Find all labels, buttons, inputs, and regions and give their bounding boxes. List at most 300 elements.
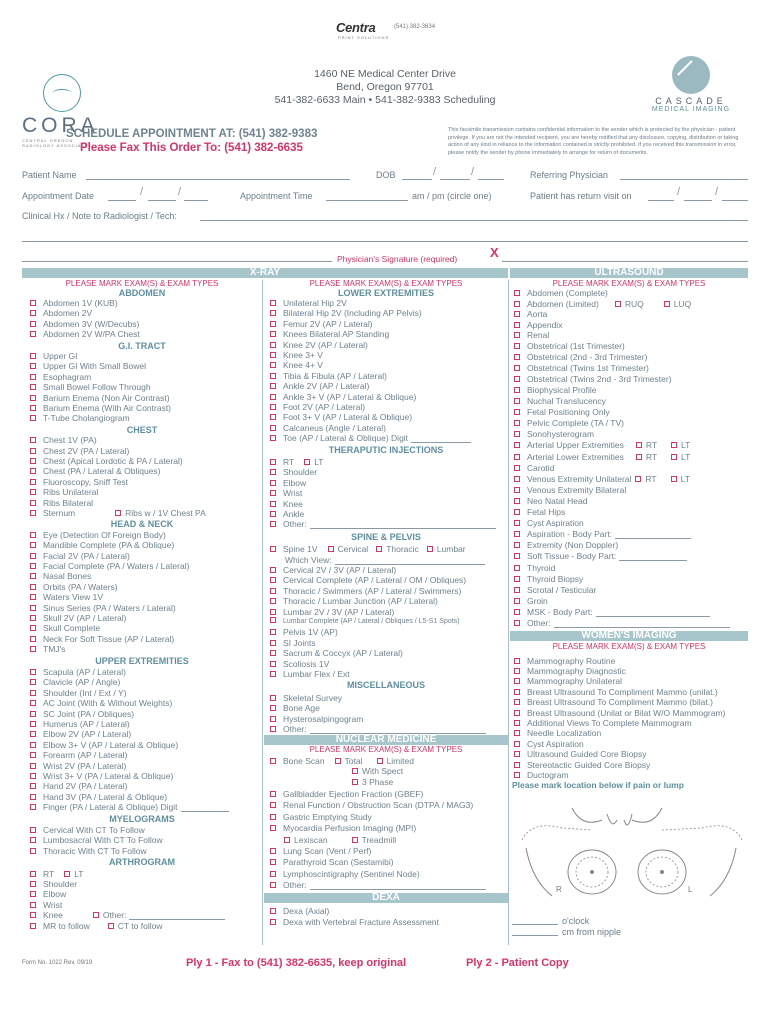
checkbox-icon[interactable] bbox=[635, 476, 641, 482]
arthro-item[interactable] bbox=[30, 889, 66, 899]
checkbox-icon[interactable] bbox=[30, 721, 36, 727]
checkbox-icon[interactable] bbox=[270, 598, 276, 604]
checkbox-icon[interactable] bbox=[270, 695, 276, 701]
checkbox-icon[interactable] bbox=[270, 617, 276, 623]
checkbox-icon[interactable] bbox=[30, 669, 36, 675]
checkbox-icon[interactable] bbox=[30, 679, 36, 685]
checkbox-icon[interactable] bbox=[514, 465, 520, 471]
head-item[interactable] bbox=[30, 592, 103, 602]
checkbox-icon[interactable] bbox=[514, 442, 520, 448]
checkbox-icon[interactable] bbox=[270, 588, 276, 594]
ultrasound-item[interactable] bbox=[514, 299, 691, 309]
womens-item[interactable] bbox=[514, 770, 569, 780]
ultrasound-item[interactable] bbox=[514, 440, 690, 450]
upper-item[interactable] bbox=[30, 750, 127, 760]
ultrasound-item[interactable] bbox=[514, 374, 672, 384]
checkbox-icon[interactable] bbox=[270, 394, 276, 400]
checkbox-icon[interactable] bbox=[514, 565, 520, 571]
chest-item[interactable] bbox=[30, 498, 93, 508]
nuclear-item2[interactable] bbox=[270, 869, 420, 879]
dexa-item[interactable] bbox=[270, 906, 329, 916]
checkbox-icon[interactable] bbox=[30, 773, 36, 779]
checkbox-icon[interactable] bbox=[270, 404, 276, 410]
checkbox-icon[interactable] bbox=[30, 310, 36, 316]
checkbox-icon[interactable] bbox=[514, 365, 520, 371]
checkbox-icon[interactable] bbox=[30, 374, 36, 380]
with-spect[interactable] bbox=[352, 766, 403, 776]
head-item[interactable] bbox=[30, 603, 176, 613]
upper-item[interactable] bbox=[30, 740, 178, 750]
womens-item[interactable] bbox=[514, 656, 615, 666]
head-item[interactable] bbox=[30, 623, 100, 633]
checkbox-icon[interactable] bbox=[514, 509, 520, 515]
womens-item[interactable] bbox=[514, 760, 650, 770]
nuclear-item2[interactable] bbox=[270, 846, 371, 856]
checkbox-icon[interactable] bbox=[270, 459, 276, 465]
checkbox-icon[interactable] bbox=[270, 567, 276, 573]
gi-item[interactable] bbox=[30, 413, 130, 423]
checkbox-icon[interactable] bbox=[30, 837, 36, 843]
checkbox-icon[interactable] bbox=[30, 448, 36, 454]
ultrasound-item[interactable] bbox=[514, 574, 583, 584]
luq[interactable] bbox=[664, 299, 691, 309]
checkbox-icon[interactable] bbox=[270, 490, 276, 496]
checkbox-icon[interactable] bbox=[514, 376, 520, 382]
appt-date-day[interactable] bbox=[148, 200, 176, 201]
checkbox-icon[interactable] bbox=[376, 546, 382, 552]
checkbox-icon[interactable] bbox=[30, 902, 36, 908]
checkbox-icon[interactable] bbox=[514, 730, 520, 736]
checkbox-icon[interactable] bbox=[615, 301, 621, 307]
arthro-other[interactable] bbox=[93, 910, 127, 920]
chest-item[interactable] bbox=[30, 456, 183, 466]
lower-item[interactable] bbox=[270, 298, 347, 308]
return-visit-year[interactable] bbox=[722, 200, 748, 201]
checkbox-icon[interactable] bbox=[671, 442, 677, 448]
checkbox-icon[interactable] bbox=[115, 510, 121, 516]
injection-item[interactable] bbox=[270, 488, 302, 498]
ultrasound-item[interactable] bbox=[514, 551, 687, 561]
checkbox-icon[interactable] bbox=[270, 882, 276, 888]
checkbox-icon[interactable] bbox=[514, 668, 520, 674]
checkbox-icon[interactable] bbox=[30, 384, 36, 390]
nuclear-item2[interactable] bbox=[270, 880, 486, 890]
upper-item[interactable] bbox=[30, 719, 130, 729]
lower-item[interactable] bbox=[270, 329, 389, 339]
womens-item[interactable] bbox=[514, 676, 622, 686]
checkbox-icon[interactable] bbox=[270, 383, 276, 389]
oclock-field[interactable] bbox=[512, 924, 558, 925]
checkbox-icon[interactable] bbox=[270, 352, 276, 358]
dob-month-field[interactable] bbox=[402, 179, 432, 180]
checkbox-icon[interactable] bbox=[514, 689, 520, 695]
injection-item[interactable] bbox=[270, 499, 303, 509]
spine-1v[interactable] bbox=[270, 544, 466, 554]
checkbox-icon[interactable] bbox=[284, 837, 290, 843]
checkbox-icon[interactable] bbox=[30, 763, 36, 769]
return-visit-month[interactable] bbox=[648, 200, 674, 201]
cm-field[interactable] bbox=[512, 935, 558, 936]
checkbox-icon[interactable] bbox=[30, 615, 36, 621]
injection-item[interactable] bbox=[270, 478, 306, 488]
ultrasound-item[interactable] bbox=[514, 452, 690, 462]
womens-item[interactable] bbox=[514, 666, 626, 676]
checkbox-icon[interactable] bbox=[514, 476, 520, 482]
lower-item[interactable] bbox=[270, 381, 369, 391]
aspiration-field[interactable] bbox=[615, 531, 691, 539]
checkbox-icon[interactable] bbox=[335, 758, 341, 764]
checkbox-icon[interactable] bbox=[270, 640, 276, 646]
abdomen-item[interactable] bbox=[30, 298, 118, 308]
checkbox-icon[interactable] bbox=[270, 814, 276, 820]
checkbox-icon[interactable] bbox=[636, 442, 642, 448]
digit-field[interactable] bbox=[181, 804, 229, 812]
spine-item[interactable] bbox=[270, 607, 394, 617]
checkbox-icon[interactable] bbox=[514, 678, 520, 684]
checkbox-icon[interactable] bbox=[270, 705, 276, 711]
lower-item[interactable] bbox=[270, 423, 386, 433]
checkbox-icon[interactable] bbox=[514, 301, 520, 307]
lower-item[interactable] bbox=[270, 433, 471, 443]
checkbox-icon[interactable] bbox=[514, 311, 520, 317]
checkbox-icon[interactable] bbox=[270, 629, 276, 635]
upper-item[interactable] bbox=[30, 761, 126, 771]
checkbox-icon[interactable] bbox=[30, 783, 36, 789]
return-visit-day[interactable] bbox=[684, 200, 712, 201]
checkbox-icon[interactable] bbox=[377, 758, 383, 764]
spine-cervical[interactable] bbox=[328, 544, 369, 554]
head-item[interactable] bbox=[30, 613, 126, 623]
head-item[interactable] bbox=[30, 582, 118, 592]
arthro-item[interactable] bbox=[30, 910, 225, 920]
ultrasound-item[interactable] bbox=[514, 363, 649, 373]
checkbox-icon[interactable] bbox=[514, 751, 520, 757]
checkbox-icon[interactable] bbox=[514, 409, 520, 415]
lower-item[interactable] bbox=[270, 308, 422, 318]
head-item[interactable] bbox=[30, 644, 65, 654]
checkbox-icon[interactable] bbox=[514, 431, 520, 437]
gi-item[interactable] bbox=[30, 403, 171, 413]
dexa-item[interactable] bbox=[270, 917, 439, 927]
checkbox-icon[interactable] bbox=[30, 848, 36, 854]
checkbox-icon[interactable] bbox=[304, 459, 310, 465]
chest-item[interactable] bbox=[30, 435, 97, 445]
checkbox-icon[interactable] bbox=[270, 609, 276, 615]
ultrasound-item[interactable] bbox=[514, 396, 606, 406]
ultrasound-item[interactable] bbox=[514, 485, 626, 495]
checkbox-icon[interactable] bbox=[30, 395, 36, 401]
upper-item[interactable] bbox=[30, 698, 172, 708]
checkbox-icon[interactable] bbox=[30, 479, 36, 485]
us-other-field[interactable] bbox=[554, 620, 730, 628]
ultrasound-item[interactable] bbox=[514, 529, 691, 539]
arthro-item[interactable] bbox=[30, 879, 77, 889]
checkbox-icon[interactable] bbox=[514, 741, 520, 747]
injection-item[interactable] bbox=[270, 467, 317, 477]
chest-item[interactable] bbox=[30, 508, 206, 518]
signature-field[interactable] bbox=[502, 261, 748, 262]
checkbox-icon[interactable] bbox=[671, 476, 677, 482]
checkbox-icon[interactable] bbox=[30, 794, 36, 800]
checkbox-icon[interactable] bbox=[30, 742, 36, 748]
checkbox-icon[interactable] bbox=[514, 454, 520, 460]
spine-lumbar[interactable] bbox=[427, 544, 466, 554]
checkbox-icon[interactable] bbox=[270, 758, 276, 764]
us-lt-14[interactable] bbox=[671, 440, 690, 450]
lower-item[interactable] bbox=[270, 350, 323, 360]
ultrasound-item[interactable] bbox=[514, 429, 594, 439]
upper-item[interactable] bbox=[30, 677, 120, 687]
checkbox-icon[interactable] bbox=[30, 510, 36, 516]
injection-item[interactable] bbox=[270, 509, 304, 519]
checkbox-icon[interactable] bbox=[514, 398, 520, 404]
checkbox-icon[interactable] bbox=[30, 881, 36, 887]
checkbox-icon[interactable] bbox=[671, 454, 677, 460]
appt-date-year[interactable] bbox=[184, 200, 208, 201]
ultrasound-item[interactable] bbox=[514, 507, 565, 517]
toe-digit-field[interactable] bbox=[411, 435, 471, 443]
checkbox-icon[interactable] bbox=[270, 871, 276, 877]
ultrasound-item[interactable] bbox=[514, 288, 608, 298]
checkbox-icon[interactable] bbox=[64, 871, 70, 877]
ultrasound-item[interactable] bbox=[514, 496, 587, 506]
checkbox-icon[interactable] bbox=[514, 531, 520, 537]
chest-item[interactable] bbox=[30, 487, 98, 497]
checkbox-icon[interactable] bbox=[30, 437, 36, 443]
lower-item[interactable] bbox=[270, 392, 416, 402]
checkbox-icon[interactable] bbox=[270, 501, 276, 507]
checkbox-icon[interactable] bbox=[514, 332, 520, 338]
checkbox-icon[interactable] bbox=[514, 343, 520, 349]
checkbox-icon[interactable] bbox=[514, 498, 520, 504]
checkbox-icon[interactable] bbox=[30, 752, 36, 758]
ct-to-follow[interactable] bbox=[108, 921, 163, 931]
checkbox-icon[interactable] bbox=[30, 363, 36, 369]
checkbox-icon[interactable] bbox=[270, 802, 276, 808]
checkbox-icon[interactable] bbox=[30, 594, 36, 600]
checkbox-icon[interactable] bbox=[30, 300, 36, 306]
us-rt-17[interactable] bbox=[635, 474, 656, 484]
checkbox-icon[interactable] bbox=[514, 387, 520, 393]
checkbox-icon[interactable] bbox=[30, 804, 36, 810]
upper-item[interactable] bbox=[30, 667, 126, 677]
nuclear-other-field[interactable] bbox=[310, 882, 486, 890]
checkbox-icon[interactable] bbox=[514, 322, 520, 328]
checkbox-icon[interactable] bbox=[270, 342, 276, 348]
misc-item[interactable] bbox=[270, 714, 363, 724]
soft-tissue-field[interactable] bbox=[619, 553, 687, 561]
arthro-rt[interactable] bbox=[30, 869, 83, 879]
gi-item[interactable] bbox=[30, 372, 91, 382]
checkbox-icon[interactable] bbox=[514, 354, 520, 360]
checkbox-icon[interactable] bbox=[30, 415, 36, 421]
spine-item[interactable] bbox=[270, 586, 461, 596]
ultrasound-item[interactable] bbox=[514, 341, 625, 351]
chest-item[interactable] bbox=[30, 477, 128, 487]
misc-item[interactable] bbox=[270, 693, 342, 703]
appt-time-field[interactable] bbox=[326, 200, 408, 201]
checkbox-icon[interactable] bbox=[514, 720, 520, 726]
myelo-item[interactable] bbox=[30, 846, 147, 856]
checkbox-icon[interactable] bbox=[270, 671, 276, 677]
checkbox-icon[interactable] bbox=[270, 321, 276, 327]
checkbox-icon[interactable] bbox=[30, 553, 36, 559]
myelo-item[interactable] bbox=[30, 835, 163, 845]
ultrasound-item[interactable] bbox=[514, 474, 690, 484]
ultrasound-item[interactable] bbox=[514, 320, 562, 330]
checkbox-icon[interactable] bbox=[30, 711, 36, 717]
nuclear-item[interactable] bbox=[270, 789, 423, 799]
checkbox-icon[interactable] bbox=[270, 435, 276, 441]
us-rt-14[interactable] bbox=[636, 440, 657, 450]
spine-thoracic[interactable] bbox=[376, 544, 419, 554]
lower-item[interactable] bbox=[270, 319, 373, 329]
lexiscan[interactable] bbox=[284, 835, 396, 845]
lower-item[interactable] bbox=[270, 360, 323, 370]
dob-day-field[interactable] bbox=[440, 179, 470, 180]
abdomen-item[interactable] bbox=[30, 319, 139, 329]
head-item[interactable] bbox=[30, 561, 189, 571]
checkbox-icon[interactable] bbox=[270, 908, 276, 914]
lower-item[interactable] bbox=[270, 402, 365, 412]
checkbox-icon[interactable] bbox=[270, 469, 276, 475]
chest-item[interactable] bbox=[30, 466, 160, 476]
gi-item[interactable] bbox=[30, 361, 146, 371]
checkbox-icon[interactable] bbox=[30, 489, 36, 495]
clinical-field-2[interactable] bbox=[22, 241, 748, 242]
three-phase[interactable] bbox=[352, 777, 393, 787]
checkbox-icon[interactable] bbox=[270, 716, 276, 722]
checkbox-icon[interactable] bbox=[30, 584, 36, 590]
referring-field[interactable] bbox=[620, 179, 748, 180]
checkbox-icon[interactable] bbox=[30, 700, 36, 706]
patient-name-field[interactable] bbox=[86, 179, 350, 180]
womens-item[interactable] bbox=[514, 687, 718, 697]
bone-scan[interactable] bbox=[270, 756, 414, 766]
ultrasound-item[interactable] bbox=[514, 585, 596, 595]
ultrasound-item[interactable] bbox=[514, 518, 584, 528]
which-view-field[interactable] bbox=[335, 557, 485, 565]
head-item[interactable] bbox=[30, 540, 174, 550]
gi-item[interactable] bbox=[30, 393, 170, 403]
checkbox-icon[interactable] bbox=[514, 710, 520, 716]
checkbox-icon[interactable] bbox=[270, 331, 276, 337]
checkbox-icon[interactable] bbox=[514, 487, 520, 493]
ultrasound-item[interactable] bbox=[514, 618, 730, 628]
upper-item[interactable] bbox=[30, 709, 134, 719]
ribs-with-chest[interactable] bbox=[115, 508, 206, 518]
spine-item[interactable] bbox=[270, 596, 438, 606]
checkbox-icon[interactable] bbox=[636, 454, 642, 460]
checkbox-icon[interactable] bbox=[30, 532, 36, 538]
checkbox-icon[interactable] bbox=[270, 362, 276, 368]
checkbox-icon[interactable] bbox=[30, 923, 36, 929]
lower-item[interactable] bbox=[270, 371, 387, 381]
us-lt-17[interactable] bbox=[671, 474, 690, 484]
checkbox-icon[interactable] bbox=[30, 625, 36, 631]
checkbox-icon[interactable] bbox=[30, 468, 36, 474]
head-item[interactable] bbox=[30, 551, 130, 561]
checkbox-icon[interactable] bbox=[664, 301, 670, 307]
misc-other-field[interactable] bbox=[310, 726, 486, 734]
checkbox-icon[interactable] bbox=[270, 848, 276, 854]
womens-item[interactable] bbox=[514, 749, 647, 759]
ultrasound-item[interactable] bbox=[514, 418, 624, 428]
checkbox-icon[interactable] bbox=[514, 290, 520, 296]
checkbox-icon[interactable] bbox=[30, 500, 36, 506]
spine-item[interactable] bbox=[270, 669, 350, 679]
head-item[interactable] bbox=[30, 634, 174, 644]
checkbox-icon[interactable] bbox=[30, 690, 36, 696]
womens-item[interactable] bbox=[514, 739, 584, 749]
checkbox-icon[interactable] bbox=[352, 837, 358, 843]
checkbox-icon[interactable] bbox=[328, 546, 334, 552]
checkbox-icon[interactable] bbox=[30, 827, 36, 833]
checkbox-icon[interactable] bbox=[270, 480, 276, 486]
ultrasound-item[interactable] bbox=[514, 540, 618, 550]
spine-item[interactable] bbox=[270, 617, 460, 627]
nuclear-item2[interactable] bbox=[270, 857, 394, 867]
upper-item[interactable] bbox=[30, 792, 167, 802]
msk-field[interactable] bbox=[596, 609, 710, 617]
ultrasound-item[interactable] bbox=[514, 407, 610, 417]
checkbox-icon[interactable] bbox=[270, 300, 276, 306]
checkbox-icon[interactable] bbox=[270, 521, 276, 527]
clinical-field-1[interactable] bbox=[200, 220, 748, 221]
misc-item[interactable] bbox=[270, 703, 320, 713]
gi-item[interactable] bbox=[30, 351, 78, 361]
womens-item[interactable] bbox=[514, 708, 725, 718]
checkbox-icon[interactable] bbox=[30, 636, 36, 642]
checkbox-icon[interactable] bbox=[514, 576, 520, 582]
checkbox-icon[interactable] bbox=[270, 859, 276, 865]
checkbox-icon[interactable] bbox=[30, 458, 36, 464]
checkbox-icon[interactable] bbox=[270, 825, 276, 831]
appt-date-month[interactable] bbox=[108, 200, 136, 201]
nuclear-item[interactable] bbox=[270, 800, 473, 810]
myelo-item[interactable] bbox=[30, 825, 145, 835]
checkbox-icon[interactable] bbox=[30, 605, 36, 611]
head-item[interactable] bbox=[30, 571, 91, 581]
injection-lt[interactable] bbox=[304, 457, 323, 467]
checkbox-icon[interactable] bbox=[270, 577, 276, 583]
checkbox-icon[interactable] bbox=[514, 772, 520, 778]
checkbox-icon[interactable] bbox=[514, 598, 520, 604]
upper-item[interactable] bbox=[30, 688, 126, 698]
checkbox-icon[interactable] bbox=[270, 650, 276, 656]
womens-item[interactable] bbox=[514, 728, 601, 738]
checkbox-icon[interactable] bbox=[514, 542, 520, 548]
abdomen-item[interactable] bbox=[30, 329, 140, 339]
checkbox-icon[interactable] bbox=[270, 661, 276, 667]
ultrasound-item[interactable] bbox=[514, 309, 547, 319]
us-lt-15[interactable] bbox=[671, 452, 690, 462]
misc-item[interactable] bbox=[270, 724, 486, 734]
ruq[interactable] bbox=[615, 299, 644, 309]
spine-item[interactable] bbox=[270, 648, 403, 658]
dob-year-field[interactable] bbox=[478, 179, 504, 180]
us-rt-15[interactable] bbox=[636, 452, 657, 462]
spine-item[interactable] bbox=[270, 638, 316, 648]
checkbox-icon[interactable] bbox=[514, 658, 520, 664]
checkbox-icon[interactable] bbox=[270, 414, 276, 420]
upper-item[interactable] bbox=[30, 781, 127, 791]
checkbox-icon[interactable] bbox=[30, 912, 36, 918]
ultrasound-item[interactable] bbox=[514, 596, 548, 606]
checkbox-icon[interactable] bbox=[30, 563, 36, 569]
spine-item[interactable] bbox=[270, 575, 466, 585]
ultrasound-item[interactable] bbox=[514, 330, 549, 340]
